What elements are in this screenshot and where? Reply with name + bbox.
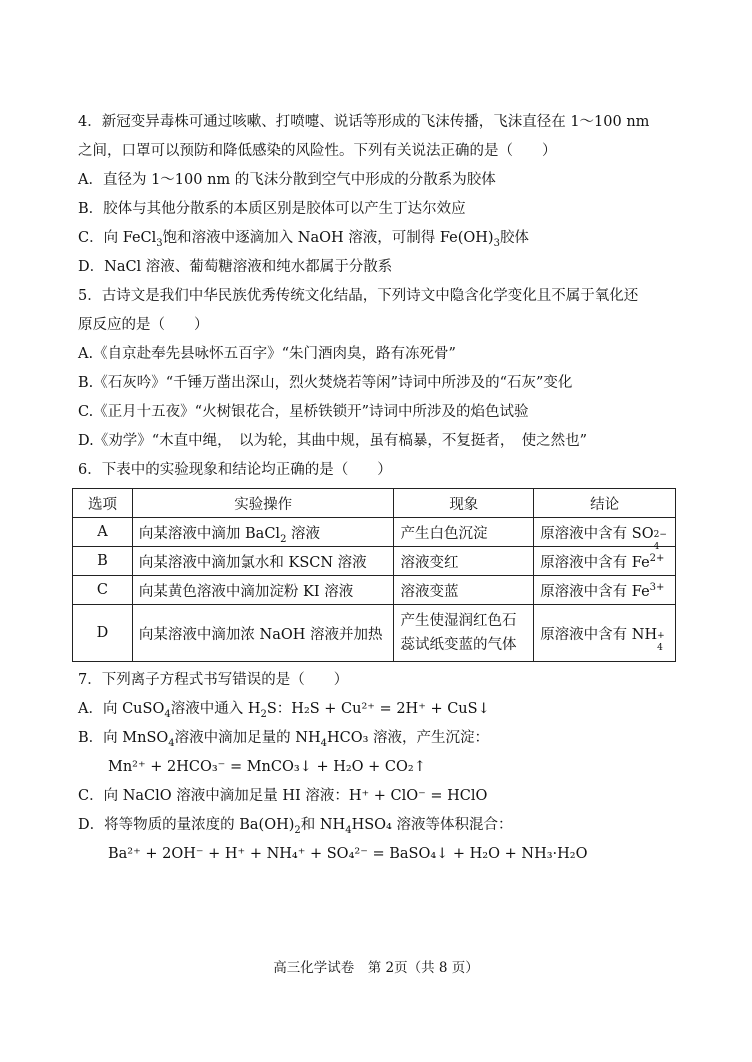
table-header-row — [73, 489, 676, 518]
q5-option-a: A.《自京赴奉先县咏怀五百字》“朱门酒肉臭，路有冻死骨” — [78, 346, 456, 362]
q4-c-text-2: 饱和溶液中逐滴加入 NaOH 溶液，可制得 Fe(OH) — [162, 230, 494, 246]
table-row — [73, 518, 676, 547]
q4-c-text-1: C．向 FeCl — [78, 230, 157, 246]
q6-table — [72, 488, 676, 662]
page-footer: 高三化学试卷 第 2页（共 8 页） — [273, 960, 479, 976]
q4-c-text-3: 胶体 — [499, 230, 529, 246]
row-phenomenon: 溶液变蓝 — [394, 576, 534, 605]
q4-option-d: D．NaCl 溶液、葡萄糖溶液和纯水都属于分散系 — [78, 259, 393, 275]
table-row — [73, 547, 676, 576]
q7-option-b-equation: Mn²⁺ + 2HCO₃⁻ = MnCO₃↓ + H₂O + CO₂↑ — [108, 759, 426, 775]
row-phenomenon: 产生使湿润红色石蕊试纸变蓝的气体 — [394, 605, 534, 662]
q6-stem: 6．下表中的实验现象和结论均正确的是（ ） — [78, 462, 392, 478]
q4-option-c: C．向 FeCl$_3$饱和溶液中逐滴加入 NaOH 溶液，可制得 $Fe(OH)_3$胶体 — [78, 230, 529, 249]
row-option: B — [73, 547, 133, 576]
q7-option-b: B．向 MnSO$_4$溶液中滴加足量的 $NH_4HCO_3$ 溶液，产生沉淀： — [78, 730, 490, 749]
q7-option-c: C．向 NaClO 溶液中滴加足量 HI 溶液：H⁺ + ClO⁻ = HClO — [78, 788, 488, 804]
table-row — [73, 605, 676, 662]
q7-option-d-equation: Ba²⁺ + 2OH⁻ + H⁺ + NH₄⁺ + SO₄²⁻ = BaSO₄↓ + H₂O + NH₃·H₂O — [108, 846, 588, 862]
q7-option-a: A．向 CuSO$_4$溶液中通入 $H_2S$：H₂S + Cu²⁺ = 2H⁺ + CuS↓ — [78, 701, 490, 720]
q5-stem-line1: 5．古诗文是我们中华民族优秀传统文化结晶，下列诗文中隐含化学变化且不属于氧化还 — [78, 288, 639, 304]
row-phenomenon: 产生白色沉淀 — [394, 518, 534, 547]
row-operation: 向某溶液中滴加氯水和 KSCN 溶液 — [132, 547, 394, 576]
header-option: 选项 — [73, 489, 133, 518]
row-conclusion: 原溶液中含有 $Fe^{2+}$ — [534, 547, 676, 576]
row-operation: 向某黄色溶液中滴加淀粉 KI 溶液 — [132, 576, 394, 605]
header-conclusion: 结论 — [534, 489, 676, 518]
row-operation: 向某溶液中滴加浓 NaOH 溶液并加热 — [132, 605, 394, 662]
row-conclusion: 原溶液中含有 SO 2− 4 — [534, 518, 676, 547]
row-conclusion: 原溶液中含有 $Fe^{3+}$ — [534, 576, 676, 605]
row-option: A — [73, 518, 133, 547]
q5-stem-line2: 原反应的是（ ） — [78, 317, 209, 333]
row-phenomenon: 溶液变红 — [394, 547, 534, 576]
q4-stem-line2: 之间，口罩可以预防和降低感染的风险性。下列有关说法正确的是（ ） — [78, 143, 557, 159]
header-phenomenon: 现象 — [394, 489, 534, 518]
row-conclusion: 原溶液中含有 NH + 4 — [534, 605, 676, 662]
q4-option-b: B．胶体与其他分散系的本质区别是胶体可以产生丁达尔效应 — [78, 201, 466, 217]
q5-option-d: D.《劝学》“木直中绳， 以为轮，其曲中规，虽有槁暴，不复挺者， 使之然也” — [78, 433, 588, 449]
q7-stem: 7．下列离子方程式书写错误的是（ ） — [78, 672, 349, 688]
q7-option-d: D．将等物质的量浓度的 $Ba(OH)_2$和 $NH_4HSO_4$ 溶液等体积混合： — [78, 817, 513, 836]
q5-option-b: B.《石灰吟》“千锤万凿出深山，烈火焚烧若等闲”诗词中所涉及的“石灰”变化 — [78, 375, 573, 391]
row-operation: 向某溶液中滴加 BaCl$_2$ 溶液 — [132, 518, 394, 547]
row-option: C — [73, 576, 133, 605]
q5-option-c: C.《正月十五夜》“火树银花合，星桥铁锁开”诗词中所涉及的焰色试验 — [78, 404, 529, 420]
table-row — [73, 576, 676, 605]
header-operation: 实验操作 — [132, 489, 394, 518]
q4-option-a: A．直径为 1～100 nm 的飞沫分散到空气中形成的分散系为胶体 — [78, 172, 496, 188]
exam-page — [78, 108, 688, 869]
row-option: D — [73, 605, 133, 662]
q4-stem-line1: 4．新冠变异毒株可通过咳嗽、打喷嚏、说话等形成的飞沫传播，飞沫直径在 1～100 nm — [78, 114, 650, 130]
